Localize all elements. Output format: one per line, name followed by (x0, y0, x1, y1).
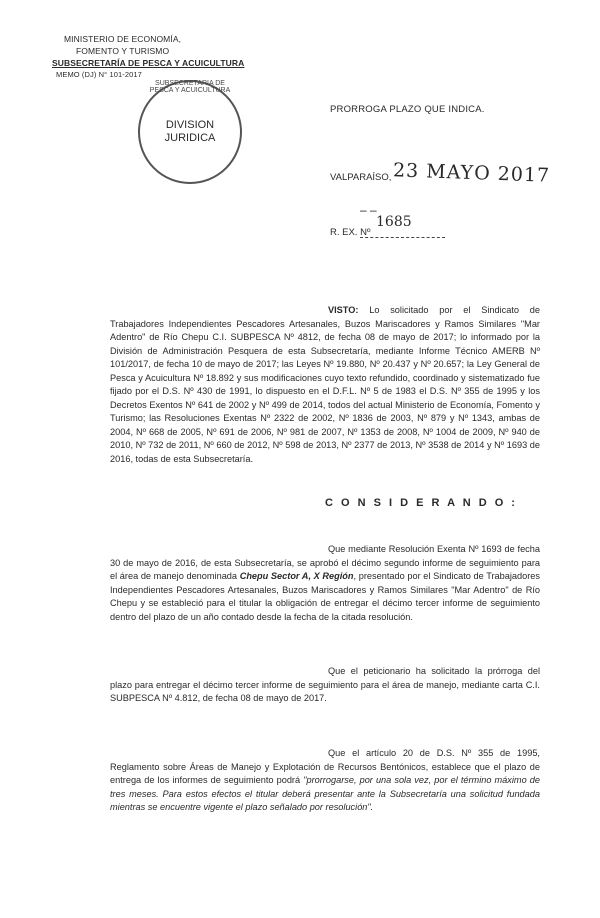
visto-text: Lo solicitado por el Sindicato de Trabajadores Independientes Pescadores Artesanales, Buzos Mariscadores y Ramos Similares "Mar Adentro" de Río Chepu C.I. SUBPESCA Nº 4812, de fecha 08 de mayo de 2017; lo informado por la División de Administración Pesquera de esta Subsecretaría, mediante Informe Técnico AMERB Nº 101/2017, de fecha 10 de mayo de 2017; las Leyes Nº 19.880, Nº 20.437 y Nº 20.657; la Ley General de Pesca y Acuicultura Nº 18.892 y sus modificaciones cuyo texto refundido, coordinado y sistematizado fue fijado por el D.S. Nº 430 de 1991, lo dispuesto en el D.F.L. Nº 5 de 1983 el D.S. Nº 355 de 1995 y los Decretos Exentos Nº 641 de 2002 y Nº 499 de 2014, todos del actual Ministerio de Economía, Fomento y Turismo; las Resoluciones Exentas Nº 2322 de 2002, Nº 1836 de 2003, Nº 879 y Nº 1343, ambas de 2004, Nº 668 de 2005, Nº 691 de 2006, Nº 981 de 2007, Nº 1353 de 2008, Nº 1004 de 2009, Nº 940 de 2010, Nº 732 de 2011, Nº 660 de 2012, Nº 598 de 2013, Nº 2377 de 2013, Nº 3538 de 2014 y Nº 1693 de 2016, todas de esta Subsecretaría. (110, 305, 540, 464)
undersecretariat-name: SUBSECRETARÍA DE PESCA Y ACUICULTURA (52, 58, 245, 68)
document-date: 23 MAYO 2017 (392, 159, 551, 187)
stamp-ring-text: SUBSECRETARIA DE PESCA Y ACUICULTURA (149, 80, 231, 94)
stamp-line-juridica: JURIDICA (164, 132, 216, 144)
considerando-3-text-a: Que el artículo 20 de D.S. Nº 355 de 1995, Reglamento sobre Áreas de Manejo y Explotación de Recursos Bentónicos, establece que el plazo de entrega de los informes de seguimiento podrá (110, 748, 540, 785)
stamp-line-division: DIVISION (165, 119, 215, 131)
ministry-subname: FOMENTO Y TURISMO (76, 46, 170, 56)
document-subject: PRORROGA PLAZO QUE INDICA. (330, 104, 485, 115)
visto-paragraph (110, 304, 540, 466)
visto-label: VISTO: (328, 305, 359, 315)
considerando-1-text-b: , presentado por el Sindicato de Trabajadores Independientes Pescadores Artesanales, Buzos Mariscadores y Ramos Similares "Mar Adentro" de Río Chepu y se estableció para el titular la obligación de entregar el décimo tercer informe de seguimiento dentro del plazo de un año contado desde la fecha de la citada resolución. (110, 571, 540, 622)
division-stamp (138, 80, 242, 184)
handwritten-dash: – – (360, 203, 377, 217)
considerando-paragraph-3 (110, 747, 540, 815)
considerando-1-text-a: Que mediante Resolución Exenta Nº 1693 de fecha 30 de mayo de 2016, de esta Subsecretaría, se aprobó el décimo segundo informe de seguimiento para el área de manejo denominada (110, 544, 540, 581)
memo-reference: MEMO (DJ) N° 101-2017 (56, 70, 142, 79)
resolution-number: 1685 (376, 214, 412, 230)
resolution-number-underline (360, 237, 445, 238)
considerando-3-quote: "prorrogarse, por una sola vez, por el término máximo de tres meses. Para estos efectos el titular deberá presentar ante la Subsecretaría una solicitud fundada mientras se encuentre vigente el plazo señalado por resolución". (110, 775, 540, 812)
considerando-paragraph-1 (110, 543, 540, 624)
considerando-heading: C O N S I D E R A N D O : (325, 497, 518, 509)
place-label: VALPARAÍSO, (330, 172, 392, 183)
considerando-2-text: Que el peticionario ha solicitado la prórroga del plazo para entregar el décimo tercer informe de seguimiento para el área de manejo, mediante carta C.I. SUBPESCA Nº 4.812, de fecha 08 de mayo de 2017. (110, 666, 540, 703)
ministry-name: MINISTERIO DE ECONOMÍA, (64, 34, 182, 44)
considerando-1-area: Chepu Sector A, X Región (239, 571, 354, 581)
resolution-label: R. EX. Nº (330, 227, 371, 238)
considerando-paragraph-2 (110, 665, 540, 706)
